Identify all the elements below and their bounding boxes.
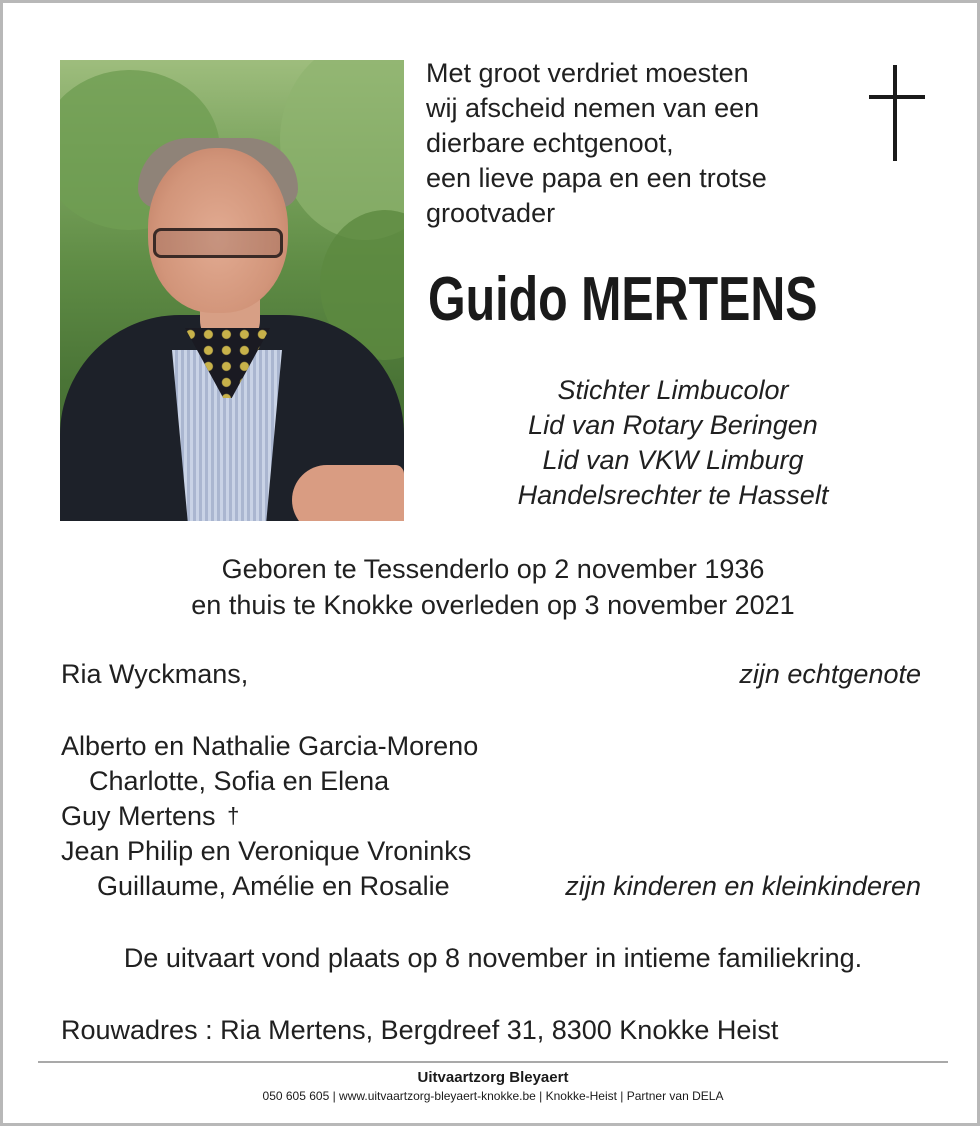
title-line: Lid van Rotary Beringen — [528, 410, 818, 440]
death-line: en thuis te Knokke overleden op 3 november 2021 — [191, 590, 795, 620]
titles-list — [443, 373, 903, 513]
family-member: Charlotte, Sofia en Elena — [89, 766, 390, 796]
intro-text — [426, 56, 846, 231]
intro-line: dierbare echtgenoot, — [426, 128, 674, 158]
family-line — [61, 764, 949, 799]
intro-line: Met groot verdriet moesten — [426, 58, 749, 88]
photo-hand — [292, 465, 404, 521]
title-line: Lid van VKW Limburg — [542, 445, 804, 475]
dagger-icon: † — [227, 803, 240, 828]
family-line — [61, 729, 921, 764]
family-line — [61, 869, 921, 904]
family-role: zijn kinderen en kleinkinderen — [565, 871, 921, 901]
life-dates — [43, 551, 943, 623]
funeral-home-contact: 050 605 605 | www.uitvaartzorg-bleyaert-knokke.be | Knokke-Heist | Partner van DELA — [262, 1089, 724, 1103]
family-member: Jean Philip en Veronique Vroninks — [61, 836, 472, 866]
title-line: Stichter Limbucolor — [557, 375, 789, 405]
funeral-notice: De uitvaart vond plaats op 8 november in intieme familiekring. — [123, 943, 863, 973]
family-member: Guy Mertens — [61, 801, 216, 831]
spouse-row — [61, 657, 921, 692]
spouse-name: Ria Wyckmans, — [61, 659, 249, 689]
portrait-photo — [60, 60, 404, 521]
mourning-address: Rouwadres : Ria Mertens, Bergdreef 31, 8300 Knokke Heist — [61, 1015, 779, 1045]
family-line — [61, 834, 921, 869]
intro-line: wij afscheid nemen van een — [426, 93, 760, 123]
photo-glasses — [153, 228, 283, 258]
family-member: Alberto en Nathalie Garcia-Moreno — [61, 731, 479, 761]
deceased-name: Guido MERTENS — [428, 265, 818, 334]
spouse-role: zijn echtgenote — [739, 659, 921, 689]
footer-divider — [38, 1061, 948, 1063]
intro-line: een lieve papa en een trotse — [426, 163, 767, 193]
funeral-home-name: Uitvaartzorg Bleyaert — [417, 1069, 569, 1086]
title-line: Handelsrechter te Hasselt — [517, 480, 829, 510]
intro-line: grootvader — [426, 198, 556, 228]
family-line — [61, 799, 921, 835]
birth-line: Geboren te Tessenderlo op 2 november 1936 — [221, 554, 765, 584]
latin-cross-icon — [869, 65, 925, 161]
family-member: Guillaume, Amélie en Rosalie — [97, 871, 450, 901]
